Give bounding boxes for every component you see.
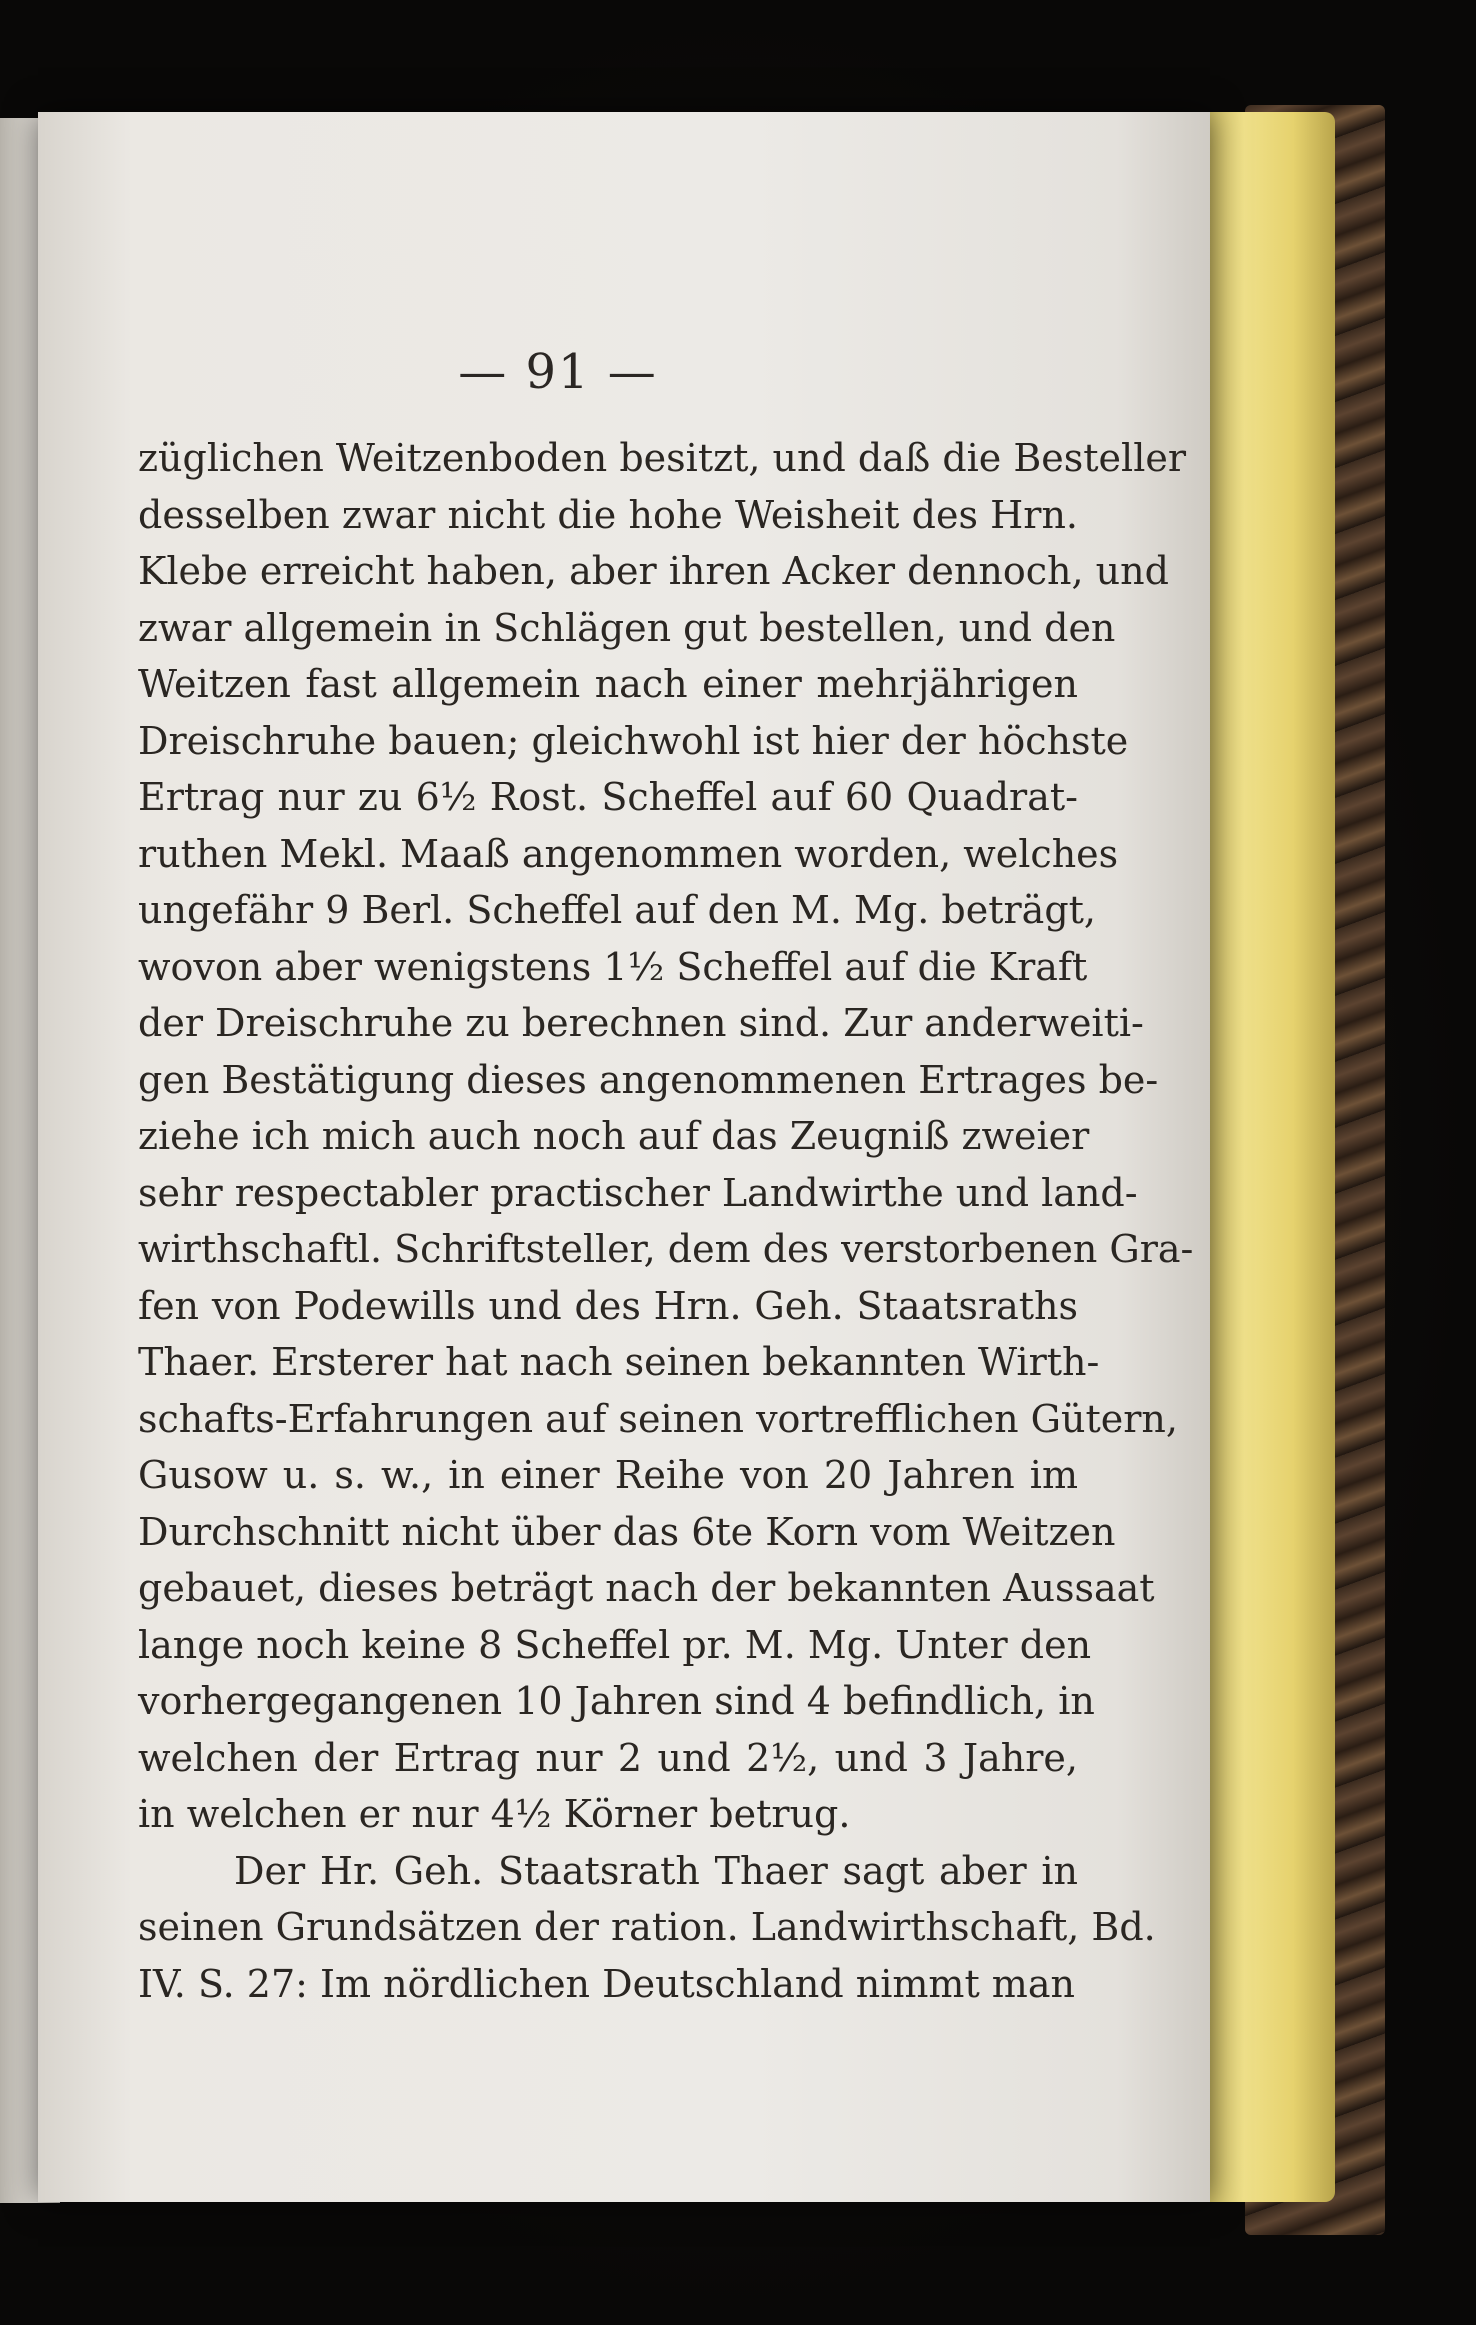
text-line: Thaer. Ersterer hat nach seinen bekannten Wirth- [138, 1340, 1100, 1384]
text-line: Ertrag nur zu 6½ Rost. Scheffel auf 60 Quadrat- [138, 775, 1078, 819]
text-line: vorhergegangenen 10 Jahren sind 4 befindlich, in [138, 1679, 1095, 1723]
text-line: ruthen Mekl. Maaß angenommen worden, welches [138, 831, 1119, 876]
text-line: fen von Podewills und des Hrn. Geh. Staatsraths [138, 1283, 1078, 1328]
gilt-page-edges [1195, 112, 1335, 2202]
text-line: wirthschaftl. Schriftsteller, dem des verstorbenen Gra- [138, 1227, 1194, 1271]
text-line: Durchschnitt nicht über das 6te Korn vom Weitzen [138, 1509, 1116, 1554]
text-line: Dreischruhe bauen; gleichwohl ist hier der höchste [138, 718, 1129, 763]
body-text [138, 430, 1194, 2012]
text-line: IV. S. 27: Im nördlichen Deutschland nimmt man [138, 1961, 1075, 2006]
text-line: Weitzen fast allgemein nach einer mehrjährigen [138, 662, 1078, 706]
text-line: lange noch keine 8 Scheffel pr. M. Mg. Unter den [138, 1622, 1092, 1667]
text-line: desselben zwar nicht die hohe Weisheit des Hrn. [138, 492, 1078, 537]
page-number: — 91 — [458, 344, 658, 400]
text-line: sehr respectabler practischer Landwirthe und land- [138, 1170, 1138, 1215]
text-line: welchen der Ertrag nur 2 und 2½, und 3 Jahre, [138, 1735, 1078, 1780]
text-line: gen Bestätigung dieses angenommenen Ertrages be- [138, 1057, 1159, 1102]
book-page [38, 112, 1210, 2202]
text-line: Der Hr. Geh. Staatsrath Thaer sagt aber in [234, 1848, 1078, 1893]
text-line: gebauet, dieses beträgt nach der bekannten Aussaat [138, 1566, 1155, 1610]
text-line: der Dreischruhe zu berechnen sind. Zur anderweiti- [138, 1001, 1144, 1045]
text-line: seinen Grundsätzen der ration. Landwirthschaft, Bd. [138, 1905, 1156, 1949]
text-line: ziehe ich mich auch noch auf das Zeugniß zweier [138, 1114, 1090, 1158]
text-line: schafts-Erfahrungen auf seinen vortrefflichen Gütern, [138, 1396, 1178, 1441]
text-line: züglichen Weitzenboden besitzt, und daß die Besteller [138, 436, 1187, 480]
text-line: Gusow u. s. w., in einer Reihe von 20 Jahren im [138, 1453, 1078, 1497]
text-line: ungefähr 9 Berl. Scheffel auf den M. Mg. beträgt, [138, 888, 1097, 932]
text-line: wovon aber wenigstens 1½ Scheffel auf die Kraft [138, 944, 1088, 989]
text-line: Klebe erreicht haben, aber ihren Acker dennoch, und [138, 549, 1169, 593]
text-line: zwar allgemein in Schlägen gut bestellen, und den [138, 605, 1116, 650]
text-line: in welchen er nur 4½ Körner betrug. [138, 1792, 851, 1836]
